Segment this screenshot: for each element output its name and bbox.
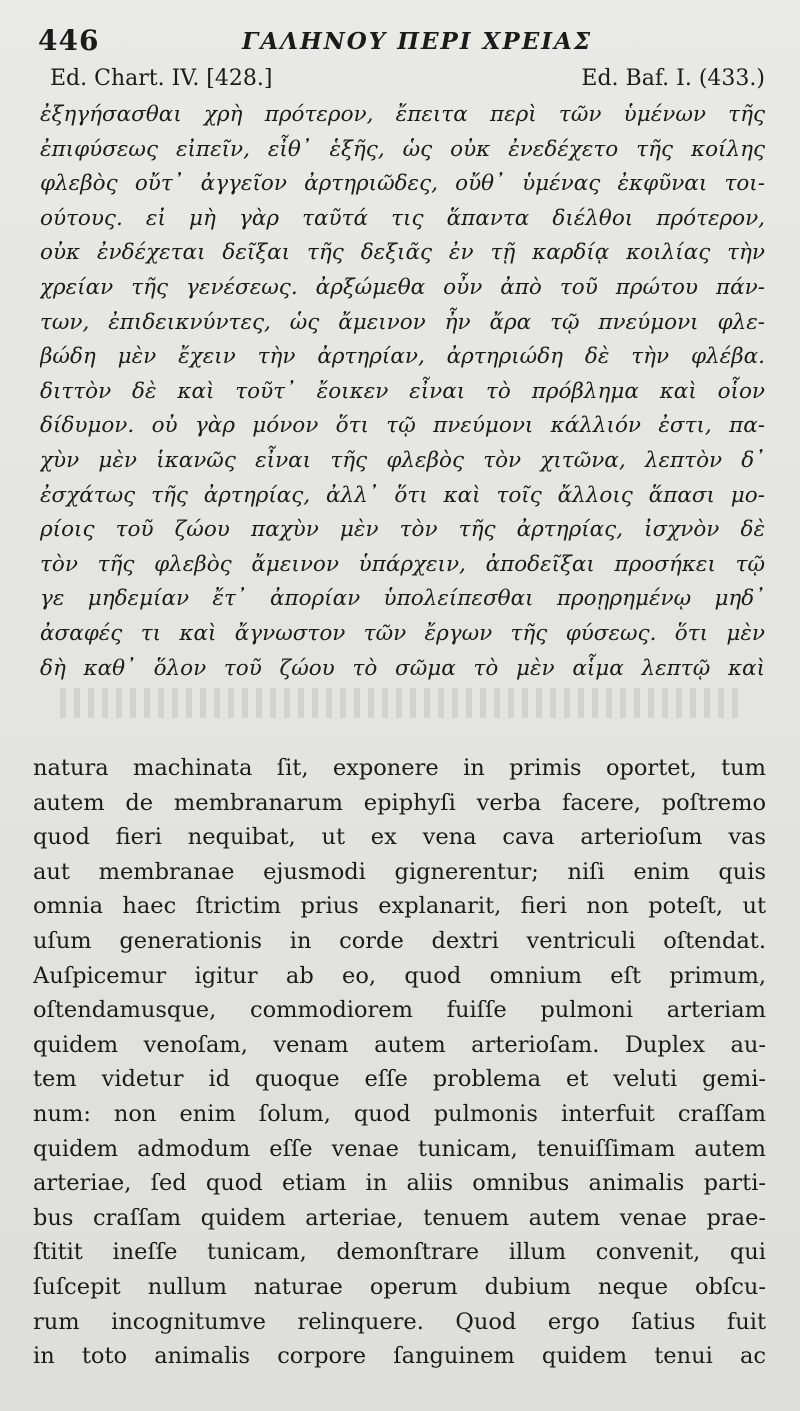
- latin-line: quod fieri nequibat, ut ex vena cava arterioſum vas: [33, 824, 766, 851]
- latin-line: rum incognitumve relinquere. Quod ergo ſatius fuit: [33, 1308, 766, 1335]
- edition-reference-left: Ed. Chart. IV. [428.]: [50, 66, 273, 91]
- greek-line: ἐσχάτως τῆς ἀρτηρίας, ἀλλ᾽ ὅτι καὶ τοῖς ἄλλοις ἅπασι μο-: [40, 482, 765, 508]
- greek-line: χρείαν τῆς γενέσεως. ἀρξώμεθα οὖν ἀπὸ τοῦ πρώτου πάν-: [40, 274, 765, 300]
- latin-line: in toto animalis corpore ſanguinem quidem tenui ac: [33, 1343, 766, 1370]
- greek-line: των, ἐπιδεικνύντες, ὡς ἄμεινον ἦν ἄρα τῷ πνεύμονι φλε-: [40, 309, 765, 335]
- latin-line: bus craſſam quidem arteriae, tenuem autem venae prae-: [33, 1204, 766, 1231]
- latin-line: ſuſcepit nullum naturae operum dubium neque obſcu-: [33, 1273, 766, 1300]
- edition-references: [50, 66, 765, 98]
- greek-line: οὐκ ἐνδέχεται δεῖξαι τῆς δεξιᾶς ἐν τῇ καρδίᾳ κοιλίας τὴν: [40, 240, 765, 266]
- latin-line: tem videtur id quoque eſſe problema et veluti gemi-: [33, 1066, 766, 1093]
- edition-reference-right: Ed. Baf. I. (433.): [581, 66, 765, 91]
- greek-line: διττὸν δὲ καὶ τοῦτ᾽ ἔοικεν εἶναι τὸ πρόβλημα καὶ οἷον: [40, 378, 765, 404]
- page-header: [32, 20, 772, 64]
- latin-line: aut membranae ejusmodi gignerentur; niſi enim quis: [33, 858, 766, 885]
- greek-line: ἐξηγήσασθαι χρὴ πρότερον, ἔπειτα περὶ τῶν ὑμένων τῆς: [40, 102, 765, 127]
- latin-line: quidem admodum eſſe venae tunicam, tenuiſſimam autem: [33, 1135, 766, 1162]
- latin-line: uſum generationis in corde dextri ventriculi oſtendat.: [33, 927, 766, 954]
- greek-line: τὸν τῆς φλεβὸς ἄμεινον ὑπάρχειν, ἀποδεῖξαι προσήκει τῷ: [40, 551, 765, 577]
- latin-line: oſtendamusque, commodiorem fuiſſe pulmoni arteriam: [33, 997, 766, 1024]
- latin-line: arteriae, ſed quod etiam in aliis omnibus animalis parti-: [33, 1170, 766, 1197]
- greek-line: ούτους. εἰ μὴ γὰρ ταῦτά τις ἅπαντα διέλθοι πρότερον,: [40, 205, 765, 231]
- latin-text-block: [33, 751, 766, 1374]
- latin-line: Auſpicemur igitur ab eo, quod omnium eſt primum,: [33, 962, 766, 989]
- greek-line: βώδη μὲν ἔχειν τὴν ἀρτηρίαν, ἀρτηριώδη δὲ τὴν φλέβα.: [40, 344, 765, 370]
- greek-line: φλεβὸς οὔτ᾽ ἀγγεῖον ἀρτηριῶδες, οὔθ᾽ ὑμένας ἐκφῦναι τοι-: [40, 171, 765, 197]
- latin-line: autem de membranarum epiphyſi verba facere, poſtremo: [33, 789, 766, 816]
- greek-line: δίδυμον. οὐ γὰρ μόνον ὅτι τῷ πνεύμονι κάλλιόν ἐστι, πα-: [40, 413, 765, 439]
- greek-line: δὴ καθ᾽ ὅλον τοῦ ζώου τὸ σῶμα τὸ μὲν αἷμα λεπτῷ καὶ: [40, 655, 765, 681]
- running-title: ΓΑΛΗΝΟΥ ΠΕΡΙ ΧΡΕΙΑΣ: [242, 28, 593, 55]
- latin-line: omnia haec ſtrictim prius explanarit, fieri non poteſt, ut: [33, 893, 766, 920]
- latin-line: natura machinata ſit, exponere in primis oportet, tum: [33, 755, 766, 781]
- greek-line: ἐπιφύσεως εἰπεῖν, εἶθ᾽ ἑξῆς, ὡς οὐκ ἐνεδέχετο τῆς κοίλης: [40, 136, 765, 162]
- greek-line: χὺν μὲν ἱκανῶς εἶναι τῆς φλεβὸς τὸν χιτῶνα, λεπτὸν δ᾽: [40, 447, 765, 473]
- greek-line: ἀσαφές τι καὶ ἄγνωστον τῶν ἔργων τῆς φύσεως. ὅτι μὲν: [40, 620, 765, 646]
- bleed-through-shadow: [60, 688, 740, 718]
- greek-line: γε μηδεμίαν ἔτ᾽ ἀπορίαν ὑπολείπεσθαι προῃρημένῳ μηδ᾽: [40, 586, 765, 612]
- greek-text-block: [40, 98, 765, 686]
- page-number: 446: [38, 24, 100, 57]
- latin-line: ſtitit ineſſe tunicam, demonſtrare illum convenit, qui: [33, 1239, 766, 1266]
- latin-line: num: non enim ſolum, quod pulmonis interfuit craſſam: [33, 1100, 766, 1127]
- greek-line: ρίοις τοῦ ζώου παχὺν μὲν τὸν τῆς ἀρτηρίας, ἰσχνὸν δὲ: [40, 517, 765, 543]
- latin-line: quidem venoſam, venam autem arterioſam. Duplex au-: [33, 1031, 766, 1058]
